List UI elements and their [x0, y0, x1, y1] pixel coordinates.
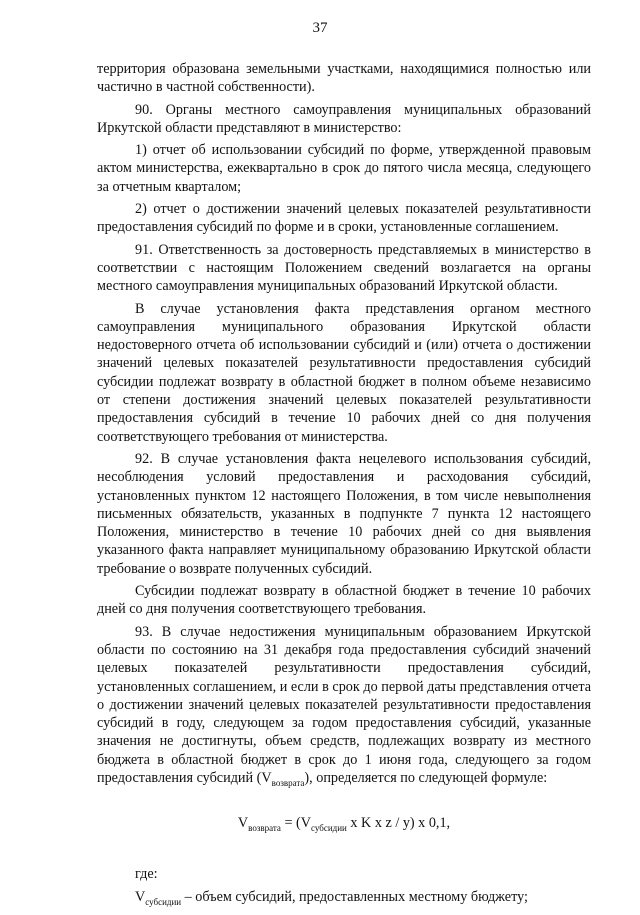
formula-rest: x K x z / y) x 0,1, — [346, 815, 451, 832]
formula-v-sub: возврата — [248, 822, 281, 833]
paragraph: 91. Ответственность за достоверность представляемых в министерство в соответствии с настоящим Положением сведений возлагается на органы местного самоуправления муниципальных образований Иркутской области. — [97, 241, 591, 295]
paragraph: территория образована земельными участками, находящимися полностью или частично в частной собственности). — [97, 61, 591, 96]
paragraph: 2) отчет о достижении значений целевых показателей результативности предоставления субсидий по форме и в сроки, установленные соглашением. — [97, 201, 591, 236]
formula-v: V — [237, 815, 249, 832]
paragraph: 90. Органы местного самоуправления муниципальных образований Иркутской области представляют в министерство: — [97, 101, 591, 136]
paragraph-text-tail: ), определяется по следующей формуле: — [304, 769, 548, 786]
paragraph: В случае установления факта представления органом местного самоуправления муниципального образования Иркутской области недостоверного отчета об использовании субсидий и (или) отчета о достижении значений целевых показателей результативности предоставления субсидий субсидии подлежат возврату в областной бюджет в полном объеме независимо от степени достижения значений целевых показателей результативности предоставления субсидий в течение 10 рабочих дней со дня получения соответствующего требования от министерства. — [97, 300, 591, 445]
paragraph-text: 93. В случае недостижения муниципальным образованием Иркутской области по состоянию на 31 декабря года предоставления субсидий значений целевых показателей результативности предоставления субсидий, установленных соглашением, и если в срок до первой даты представления отчета о достижении значений целевых показателей результативности предоставления субсидий в году, следующем за годом предоставления субсидий, указанные значения не достигнуты, объем средств, подлежащих возврату из местного бюджета в областной бюджет в срок до 1 июня года, следующего за годом предоставления субсидий (V — [97, 623, 591, 786]
document-body — [97, 60, 591, 915]
paragraph — [97, 623, 591, 793]
paragraph: 1) отчет об использовании субсидий по форме, утвержденной правовым актом министерства, ежеквартально в срок до пятого числа месяца, следующего за отчетным кварталом; — [97, 142, 591, 195]
subscript: возврата — [271, 777, 305, 788]
formula-s-sub: субсидии — [311, 822, 347, 833]
page-number: 37 — [312, 20, 328, 36]
definition-text: – объем субсидий, предоставленных местному бюджету; — [181, 888, 528, 905]
where-label: где: — [135, 866, 158, 883]
paragraph: 92. В случае установления факта нецелевого использования субсидий, несоблюдения условий предоставления и расходования субсидий, установленных пунктом 12 настоящего Положения, в том числе невыполнения письменных обязательств, указанных в подпункте 7 пункта 12 настоящего Положения, министерство в течение 10 рабочих дней со дня выявления указанного факта направляет муниципальному образованию Иркутской области требование о возврате полученных субсидий. — [97, 450, 591, 577]
paragraph: Субсидии подлежат возврату в областной бюджет в течение 10 рабочих дней со дня получения соответствующего требования. — [97, 583, 591, 618]
definition — [97, 888, 591, 911]
definition-v-sub: субсидии — [145, 896, 182, 907]
definition-v: V — [135, 888, 146, 905]
formula-eq: = (V — [280, 815, 311, 832]
formula — [97, 814, 591, 837]
